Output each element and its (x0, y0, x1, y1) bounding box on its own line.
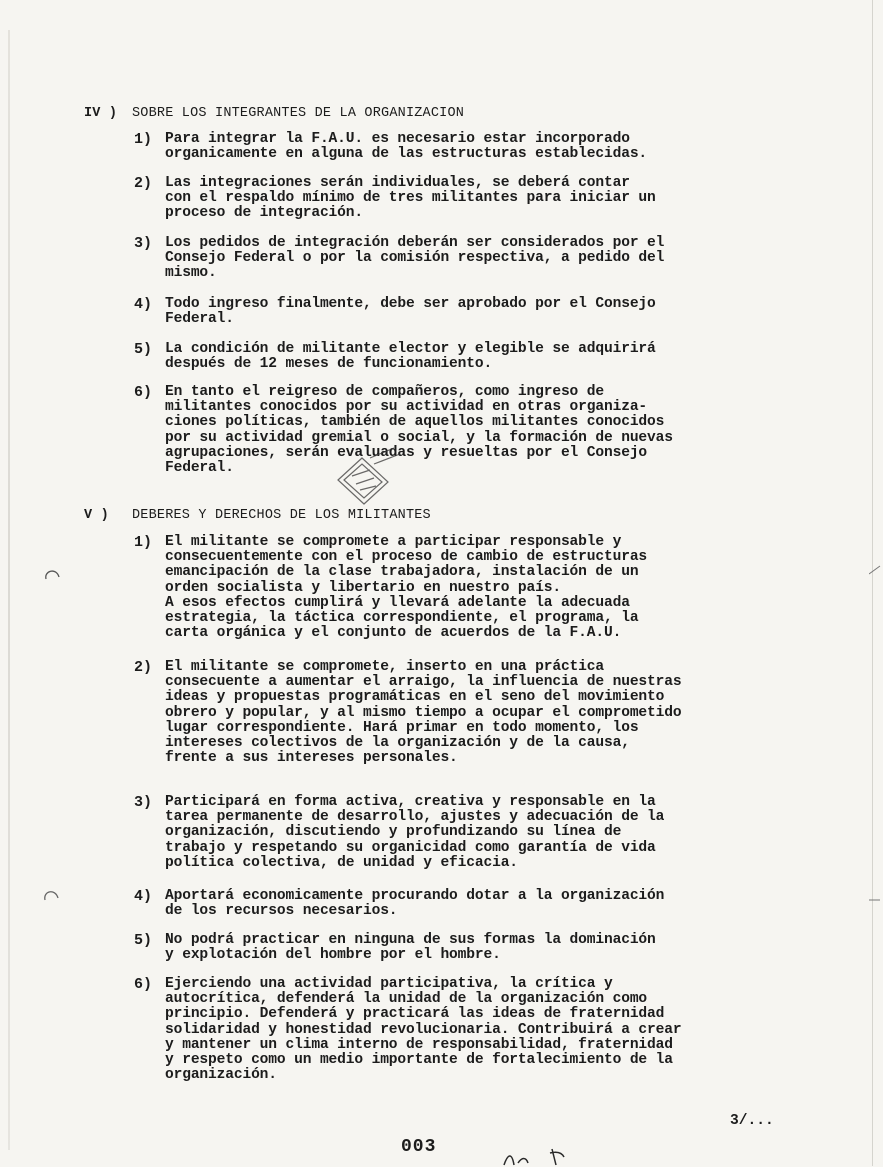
list-item (134, 132, 794, 162)
text-line: después de 12 meses de funcionamiento. (165, 356, 493, 373)
section-number: IV ) (84, 106, 118, 121)
item-number: 5) (134, 341, 153, 358)
text-line: y mantener un clima interno de responsabilidad, fraternidad (165, 1036, 673, 1053)
list-item (134, 297, 794, 327)
edge-mark (869, 893, 881, 907)
list-item (134, 385, 794, 476)
text-line: intereses colectivos de la organización y de la causa, (165, 735, 630, 752)
list-item (134, 236, 794, 282)
item-number: 3) (134, 235, 153, 252)
page-number: 003 (401, 1137, 437, 1157)
list-item (134, 176, 794, 222)
text-line: lugar correspondiente. Hará primar en todo momento, los (165, 719, 639, 736)
text-line: y respeto como un medio importante de fortalecimiento de la (165, 1052, 673, 1069)
text-line: emancipación de la clase trabajadora, instalación de un (165, 564, 639, 581)
text-line: estrategia, la táctica correspondiente, el programa, la (165, 610, 639, 627)
list-item (134, 795, 794, 871)
item-number: 4) (134, 296, 153, 313)
text-line: Las integraciones serán individuales, se deberá contar (165, 175, 630, 191)
section-title: SOBRE LOS INTEGRANTES DE LA ORGANIZACION (132, 106, 465, 121)
page-edge-right (872, 0, 873, 1166)
text-line: El militante se compromete a participar responsable y (165, 534, 622, 550)
ink-stamp (330, 440, 420, 510)
text-line: frente a sus intereses personales. (165, 750, 458, 767)
section-heading-iv (84, 106, 464, 121)
item-number: 2) (134, 659, 153, 676)
item-number: 5) (134, 932, 153, 949)
text-line: Consejo Federal o por la comisión respectiva, a pedido del (165, 250, 665, 267)
punch-hole-mark (42, 885, 62, 905)
list-item (134, 977, 794, 1083)
text-line: La condición de militante elector y elegible se adquirirá (165, 341, 656, 357)
item-number: 1) (134, 131, 153, 148)
text-line: tarea permanente de desarrollo, ajustes y adecuación de la (165, 809, 665, 826)
text-line: El militante se compromete, inserto en una práctica (165, 659, 604, 675)
text-line: mismo. (165, 265, 217, 282)
punch-hole-mark (42, 565, 62, 585)
text-line: Federal. (165, 311, 234, 328)
item-number: 3) (134, 794, 153, 811)
handwritten-initials (500, 1147, 580, 1167)
text-line: Ejerciendo una actividad participativa, la crítica y (165, 976, 613, 992)
item-number: 4) (134, 888, 153, 905)
text-line: con el respaldo mínimo de tres militantes para iniciar un (165, 190, 656, 207)
text-line: por su actividad gremial o social, y la formación de nuevas (165, 429, 673, 446)
list-item (134, 889, 794, 919)
text-line: organización. (165, 1067, 277, 1084)
text-line: Federal. (165, 460, 234, 477)
text-line: trabajo y respetando su organicidad como garantía de vida (165, 839, 656, 856)
list-item (134, 660, 794, 766)
edge-mark (869, 562, 881, 576)
text-line: ciones políticas, también de aquellos militantes conocidos (165, 414, 665, 431)
text-line: Todo ingreso finalmente, debe ser aprobado por el Consejo (165, 296, 656, 312)
text-line: agrupaciones, serán evaluadas y resueltas por el Consejo (165, 444, 648, 461)
text-line: Participará en forma activa, creativa y responsable en la (165, 794, 656, 810)
text-line: autocrítica, defenderá la unidad de la organización como (165, 991, 648, 1008)
item-number: 2) (134, 175, 153, 192)
text-line: de los recursos necesarios. (165, 903, 398, 920)
text-line: orden socialista y libertario en nuestro país. (165, 579, 561, 596)
text-line: política colectiva, de unidad y eficacia. (165, 854, 518, 871)
list-item (134, 342, 794, 372)
text-line: Los pedidos de integración deberán ser considerados por el (165, 235, 665, 251)
text-line: obrero y popular, y al mismo tiempo a ocupar el comprometido (165, 704, 682, 721)
text-line: organicamente en alguna de las estructuras establecidas. (165, 146, 648, 163)
item-number: 6) (134, 384, 153, 401)
text-line: militantes conocidos por su actividad en otras organiza- (165, 399, 648, 416)
text-line: carta orgánica y el conjunto de acuerdos de la F.A.U. (165, 625, 622, 642)
text-line: Aportará economicamente procurando dotar a la organización (165, 888, 665, 904)
text-line: Para integrar la F.A.U. es necesario estar incorporado (165, 131, 630, 147)
text-line: principio. Defenderá y practicará las ideas de fraternidad (165, 1006, 665, 1023)
text-line: ideas y propuestas programáticas en el seno del movimiento (165, 689, 665, 706)
section-title: DEBERES Y DERECHOS DE LOS MILITANTES (132, 508, 431, 523)
text-line: consecuentemente con el proceso de cambio de estructuras (165, 549, 648, 566)
text-line: consecuente a aumentar el arraigo, la influencia de nuestras (165, 674, 682, 691)
continuation-marker: 3/... (730, 1113, 774, 1129)
item-number: 1) (134, 534, 153, 551)
text-line: En tanto el reigreso de compañeros, como ingreso de (165, 384, 604, 400)
text-line: A esos efectos cumplirá y llevará adelante la adecuada (165, 594, 630, 611)
page-edge-left (8, 30, 10, 1150)
text-line: proceso de integración. (165, 205, 363, 222)
list-item (134, 535, 794, 641)
text-line: No podrá practicar en ninguna de sus formas la dominación (165, 932, 656, 948)
text-line: organización, discutiendo y profundizando su línea de (165, 824, 622, 841)
item-number: 6) (134, 976, 153, 993)
section-number: V ) (84, 508, 109, 523)
list-item (134, 933, 794, 963)
text-line: solidaridad y honestidad revolucionaria. Contribuirá a crear (165, 1021, 682, 1038)
text-line: y explotación del hombre por el hombre. (165, 947, 501, 964)
section-heading-v (84, 508, 431, 523)
